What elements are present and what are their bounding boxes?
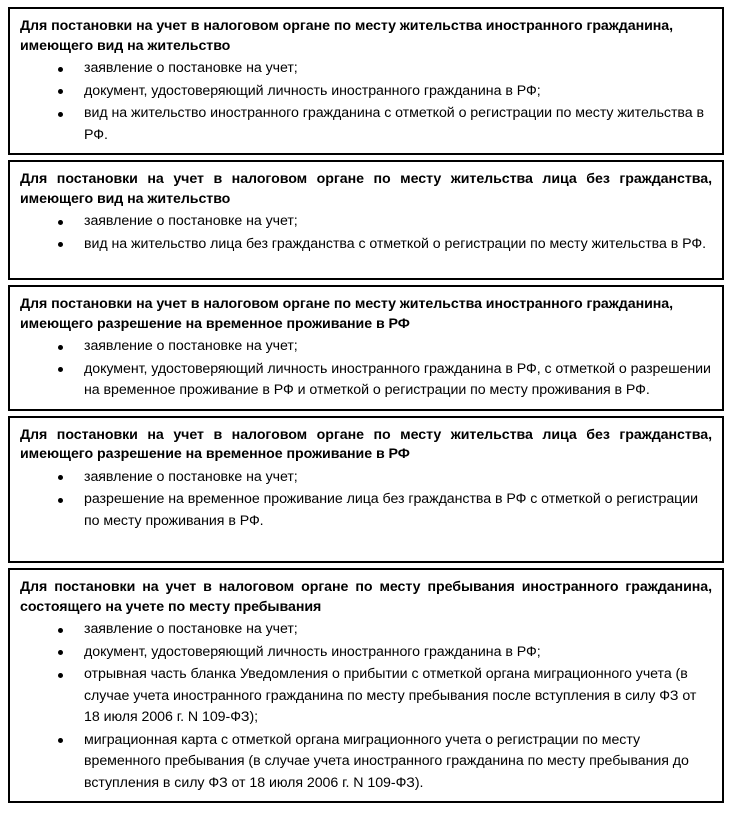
requirements-list (20, 467, 712, 533)
requirement-item: документ, удостоверяющий личность иностранного гражданина в РФ, с отметкой о разрешении на временное проживание в РФ и отметкой о регистрации по месту проживания в РФ. (20, 359, 712, 402)
requirements-list (20, 58, 712, 146)
requirement-item: вид на жительство иностранного гражданина с отметкой о регистрации по месту жительства в РФ. (20, 103, 712, 146)
requirement-item: отрывная часть бланка Уведомления о прибытии с отметкой органа миграционного учета (в случае учета иностранного гражданина по месту пребывания после вступления в силу ФЗ от 18 июля 2006 г. N 109-ФЗ); (20, 664, 712, 729)
requirement-item: вид на жительство лица без гражданства с отметкой о регистрации по месту жительства в РФ. (20, 234, 712, 256)
requirement-item: документ, удостоверяющий личность иностранного гражданина в РФ; (20, 642, 712, 664)
requirements-list (20, 619, 712, 794)
block-header: Для постановки на учет в налоговом органе по месту жительства иностранного гражданина, имеющего разрешение на временное проживание в РФ (20, 296, 674, 332)
requirement-item: заявление о постановке на учет; (20, 336, 712, 358)
requirement-item: миграционная карта с отметкой органа миграционного учета о регистрации по месту временного пребывания (в случае учета иностранного гражданина по месту пребывания до вступления в силу ФЗ от 18 июля 2006 г. N 109-ФЗ). (20, 730, 712, 795)
requirements-list (20, 336, 712, 402)
requirements-block-stateless-person-residence-permit (8, 160, 724, 280)
requirements-block-foreign-citizen-temporary-residence (8, 285, 724, 411)
block-header: Для постановки на учет в налоговом органе по месту жительства лица без гражданства, имеющего вид на жительство (20, 171, 712, 207)
requirements-block-foreign-citizen-place-of-stay (8, 568, 724, 803)
requirements-list (20, 211, 712, 255)
block-header: Для постановки на учет в налоговом органе по месту жительства лица без гражданства, имеющего разрешение на временное проживание в РФ (20, 426, 712, 462)
block-header: Для постановки на учет в налоговом органе по месту жительства иностранного гражданина, имеющего вид на жительство (20, 18, 674, 54)
requirement-item: заявление о постановке на учет; (20, 58, 712, 80)
requirements-block-foreign-citizen-residence-permit (8, 7, 724, 155)
requirement-item: документ, удостоверяющий личность иностранного гражданина в РФ; (20, 81, 712, 103)
requirement-item: заявление о постановке на учет; (20, 619, 712, 641)
requirement-item: заявление о постановке на учет; (20, 211, 712, 233)
requirements-block-stateless-person-temporary-residence (8, 416, 724, 564)
requirement-item: заявление о постановке на учет; (20, 467, 712, 489)
requirement-item: разрешение на временное проживание лица без гражданства в РФ с отметкой о регистрации по месту проживания в РФ. (20, 489, 712, 532)
block-header: Для постановки на учет в налоговом органе по месту пребывания иностранного гражданина, состоящего на учете по месту пребывания (20, 579, 712, 615)
